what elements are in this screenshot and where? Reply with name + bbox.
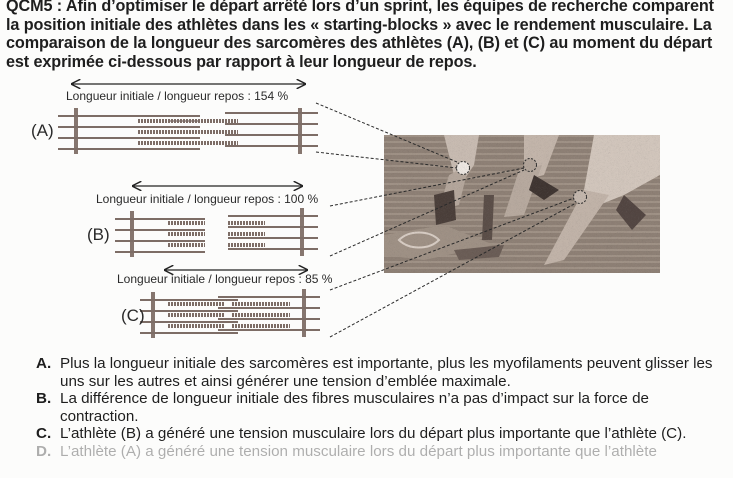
sarcomere-b [115, 208, 318, 257]
sarcomere-c [140, 289, 320, 338]
answer-key: D. [36, 442, 52, 460]
answer-b[interactable] [36, 390, 716, 425]
question-text: Afin d’optimiser le départ arrêté lors d’un sprint, les équipes de recherche comparent la position initiale des athlètes dans les « starting-blocks » avec le rendement musculaire. La comparaison de la longueur des sarcomères des athlètes (A), (B) et (C) au moment du départ est exprimée ci-dessous par rapport à leur longueur de repos. [6, 0, 714, 71]
answer-text: L’athlète (A) a généré une tension musculaire lors du départ plus importante que l’athlète [60, 442, 657, 460]
athlete-c-letter: (C) [121, 306, 145, 325]
sarcomere-a [58, 108, 318, 154]
athlete-a-letter: (A) [31, 121, 54, 140]
answer-key: C. [36, 425, 52, 442]
answer-text: La différence de longueur initiale des fibres musculaires n’a pas d’impact sur la force de contraction. [60, 390, 649, 425]
answer-c[interactable] [36, 425, 716, 443]
athlete-b-letter: (B) [87, 225, 110, 244]
question-id: QCM5 : [6, 0, 63, 15]
answer-text: Plus la longueur initiale des sarcomères est importante, plus les myofilaments peuvent glisser les uns sur les autres et ainsi générer une tension d’emblée maximale. [60, 355, 713, 390]
answer-key: A. [36, 355, 52, 372]
answer-list [36, 355, 716, 460]
answer-key: B. [36, 390, 52, 407]
answer-d[interactable] [36, 443, 716, 461]
connector-lines [316, 103, 576, 337]
sarcomere-c-ratio-label: Longueur initiale / longueur repos : 85 % [117, 272, 333, 286]
sarcomere-b-ratio-label: Longueur initiale / longueur repos : 100 % [96, 192, 319, 206]
sarcomere-a-ratio-label: Longueur initiale / longueur repos : 154 % [66, 89, 289, 103]
answer-a[interactable] [36, 355, 716, 390]
answer-text: L’athlète (B) a généré une tension musculaire lors du départ plus importante que l’athlète (C). [60, 425, 687, 442]
